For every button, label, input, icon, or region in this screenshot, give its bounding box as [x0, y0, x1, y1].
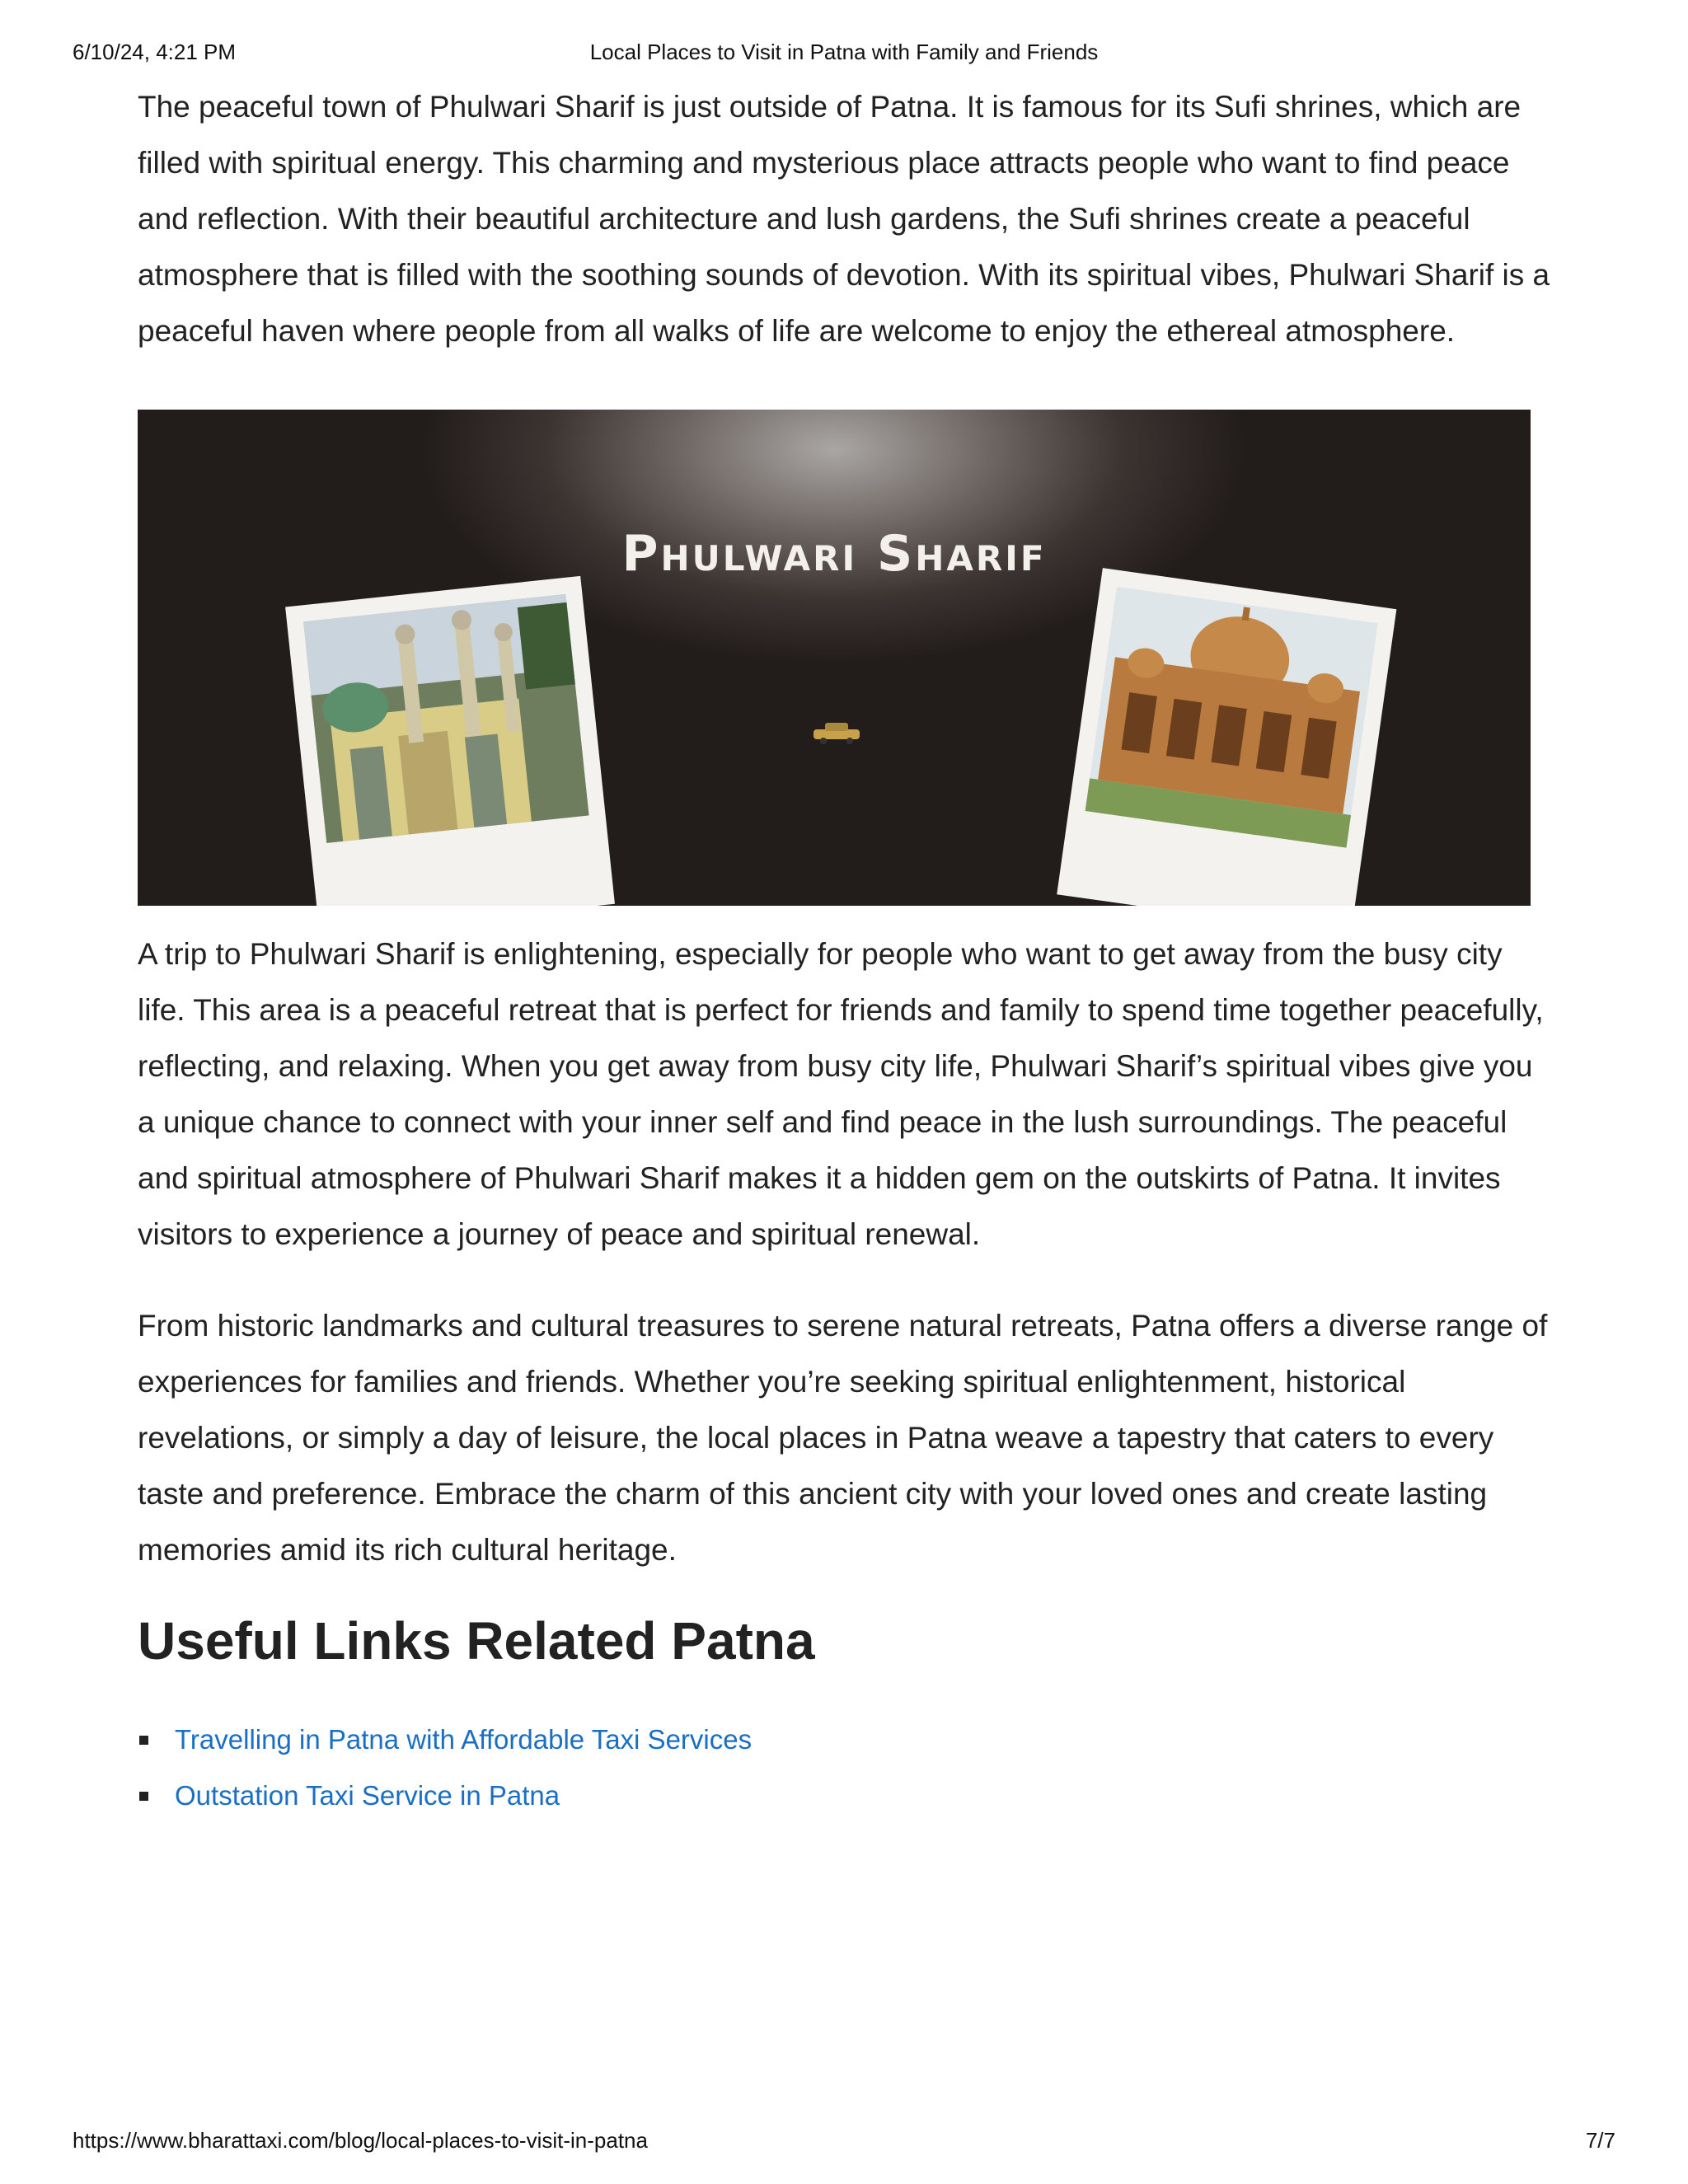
banner-title: Phulwari Sharif [621, 525, 1047, 583]
list-item [138, 1775, 752, 1831]
link-affordable-taxi-services[interactable]: Travelling in Patna with Affordable Taxi Services [175, 1724, 753, 1755]
useful-links-heading: Useful Links Related Patna [138, 1611, 815, 1671]
paragraph-phulwari-trip: A trip to Phulwari Sharif is enlightening, especially for people who want to get away from the busy city life. This area is a peaceful retreat that is perfect for friends and family to spend time together peacefully, reflecting, and relaxing. When you get away from busy city life, Phulwari Sharif’s spiritual vibes give you a unique chance to connect with your inner self and find peace in the lush surroundings. The peaceful and spiritual atmosphere of Phulwari Sharif makes it a hidden gem on the outskirts of Patna. It invites visitors to experience a journey of peace and spiritual renewal. [138, 937, 1544, 1251]
print-page-title: Local Places to Visit in Patna with Family and Friends [589, 40, 1099, 64]
print-url: https://www.bharattaxi.com/blog/local-places-to-visit-in-patna [73, 2128, 648, 2153]
taxi-car-icon [814, 723, 860, 744]
print-datetime: 6/10/24, 4:21 PM [73, 40, 237, 64]
paragraph-phulwari-intro: The peaceful town of Phulwari Sharif is just outside of Patna. It is famous for its Sufi shrines, which are filled with spiritual energy. This charming and mysterious place attracts people who want to find peace and reflection. With their beautiful architecture and lush gardens, the Sufi shrines create a peaceful atmosphere that is filled with the soothing sounds of devotion. With its spiritual vibes, Phulwari Sharif is a peaceful haven where people from all walks of life are welcome to enjoy the ethereal atmosphere. [138, 90, 1550, 348]
page-number: 7/7 [1585, 2128, 1615, 2153]
paragraph-patna-conclusion: From historic landmarks and cultural treasures to serene natural retreats, Patna offers a diverse range of experiences for families and friends. Whether you’re seeking spiritual enlightenment, historical revelations, or simply a day of leisure, the local places in Patna weave a tapestry that caters to every taste and preference. Embrace the charm of this ancient city with your loved ones and create lasting memories amid its rich cultural heritage. [138, 1309, 1548, 1567]
print-footer [73, 2128, 1615, 2156]
list-item [138, 1719, 752, 1775]
phulwari-sharif-banner-image [138, 410, 1531, 906]
useful-links-list [138, 1719, 752, 1831]
square-bullet-icon [139, 1736, 148, 1745]
square-bullet-icon [139, 1792, 148, 1801]
link-outstation-taxi-service[interactable]: Outstation Taxi Service in Patna [175, 1780, 560, 1811]
banner-illustration [138, 410, 1531, 906]
mosque-photo-icon [285, 576, 615, 906]
print-header [73, 40, 1615, 68]
domed-palace-photo-icon [1057, 568, 1396, 906]
